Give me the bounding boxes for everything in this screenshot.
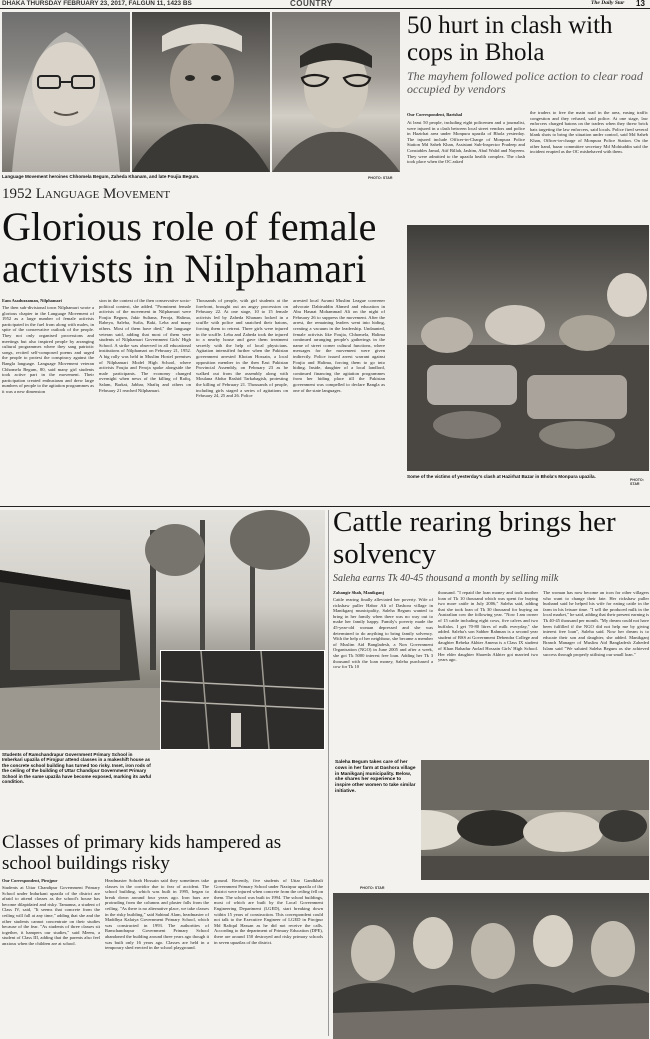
headline-classes-hampered: Classes of primary kids hampered as school buildings risky [2, 832, 282, 874]
byline-story1: Eam Asaduzzaman, Nilphamari [2, 298, 62, 303]
portrait-figure-icon [132, 12, 270, 172]
subhead-cattle-rearing: Saleha earns Tk 40-45 thousand a month by selling milk [333, 573, 559, 584]
story4-column-2: thousand. "I repaid the loan money and took another loan of Tk 10 thousand which was spent for buying two more cattle in July 2006," Saleha said, adding that she took loan of Tk 30 thousand for buying an Australian cow the following year. "Now I am owner of 15 cattle including eight cows, five calves and two buffalos. I get 70-80 litres of milk everyday," she added. Saleha's son Sabber Rahman is a second year student of BSS at Government Debendra College and daughter Rebeka Akhter Amena is a Class IX student of Khan Bahadur Awlad Hossain Girls' High School. Her elder daughter Shareda Akhter got married two years ago. [438, 590, 538, 663]
photo-caption-school: Students of Ramchandrapur Government Primary School in Imberkari upazila of Pirojpur attend classes in a makeshift house as the concrete school building has turned too risky. Inset, iron rods of the ceiling of the building of Uttar Chandipur Government Primary School in the same upazila have become exposed, marking its awful condition. [2, 752, 152, 785]
photo-caption-cattle: Saleha Begum takes care of her cows in her farm at Dashora village in Manikganj municipality. Below, she shares her experience to inspire other women to take similar initiative. [335, 760, 416, 794]
headline-female-activists: Glorious role of female activists in Nilphamari [2, 204, 377, 291]
portrait-foujia-begum [272, 12, 400, 172]
photo-credit: PHOTO: STAR [360, 886, 385, 890]
photo-caption-portraits: Language Movement heroines Chhomela Begum, Zaheda Khanam, and late Foujia Begum. [2, 174, 200, 179]
story3-column-2: Headmaster Sohrab Hossain said they sometimes take classes in the corridor due to fear of accident. The school building, which was built in 1995, began to break down around four years ago. Iron bars are protruding from the columns and plaster falls from the ceiling. "As there is no alternative place, we take classes in the risky building," said Sahinul Alam, headmaster of Maddhya Kalaiya Government Primary School, which was constructed in 1993. The authorities of Ramchandrapur Government Primary School abandoned the building around three years ago though it was built only 16 years ago. Classes are held in a temporary shed erected in the school playground. [105, 878, 209, 951]
story2-column-2: the traders to free the main road in the area, easing traffic congestion and they refused, said police. At one stage, law enforcers charged batons on the traders when they threw brick bats targeting the law enforcers, said locals. Police fired several blank shots to bring the situation under control, said Md Saheb Khan, Officer-in-charge of Monpura Police Station. On the other hand, bazar committee secretary Md Mohiuddin said the incident erupted as the OC misbehaved with them. [530, 110, 648, 155]
story3-column-3: ground. Recently, five students of Uttar Gandkhali Government Primary School under Nazirpur upazila of the district were injured when concrete from the ceiling fell on them. The school was built in 1994. The school buildings, most of which are built by the Local Government Engineering Department (LGED), start breaking down within 15 years of construction. This correspondent could not talk to the Executive Engineer of LGED in Pirojpur Md Rafiqul Hassan as he did not receive the calls. According to the department of Primary Education (DPE), there are around 150 destroyed and risky primary schools in seven upazilas of the district. [214, 878, 323, 945]
injured-people-icon [407, 225, 649, 471]
inset-caption-box [333, 760, 421, 880]
photo-bhola-victims [407, 225, 649, 471]
page-header [0, 0, 650, 9]
photo-credit: PHOTO: STAR [630, 478, 644, 486]
dateline: DHAKA THURSDAY FEBRUARY 23, 2017, FALGUN 11, 1423 BS [2, 0, 192, 7]
headline-bhola-clash: 50 hurt in clash with cops in Bhola [407, 12, 613, 66]
story2-column-1: At least 50 people, including eight policemen and a journalist, were injured in a clash between local street vendors and police in Hazirhat area under Monpura upazila of Bhola yesterday. The injured include Officer-in-Charge of Monpura Police Station Md Saheb Khan, Assistant Sub-Inspector Pradeep and Constables Jamal, Atif Billah, Jashim, Abul Walid and Nayeem. They were admitted to the upazila health complex. The clash took place when the OC asked [407, 120, 525, 165]
story4-column-1: Cattle rearing finally alleviated her poverty. Wife of rickshaw puller Habor Ali of Dashora village in Manikganj municipality, Saleha Begum wanted to bring in her family when there was no way out to make her family happy. Family's poverty made the 45-year-old woman depressed and she was determined to do anything to bring family solvency. With the help of her neighbour, she became a member of Muslim Aid Bangladesh, a Non Government Organisation (NGO) in June 2005 and after a week, she got Tk 5000 interest free loan. Adding her Tk 3 thousand with the loan money, Saleha purchased a cow for Tk 10 [333, 597, 433, 670]
byline-story2: Our Correspondent, Barishal [407, 112, 463, 117]
page-number: 13 [636, 0, 645, 8]
story1-column-1: The then sub-divisional town Nilphamari wrote a glorious chapter in the Language Movement of 1952 as a large number of female activists participated in the fuel from along with males, in spite of the conservative outlook of the people. They not only organised processions and meetings but also inspired people by arranging cultural programmes where they sang patriotic songs, recited self-composed poems and urged the people to protest the conspiracy against the Bangla language. Language Movement veteran Chhomela Begum, 80, said many girl students took active part in the movement. Their participation created enthusiasm and drew large numbers of people to the agitation programmes as it was a new dimension [2, 305, 94, 394]
subhead-bhola-clash: The mayhem followed police action to clear road occupied by vendors [407, 69, 643, 96]
story1-column-4: arrested local Awami Muslim League convener advocate Dabiruddin Ahmed and education in Abu Hasnat Mohammad Ali on the night of February 26 to suppress the movement. After the arrest, the remaining leaders went into hiding, creating a vacuum in the leadership. Undaunted, female activists like Foujia, Chhomela, Halima continued arranging people's gatherings in the name of street corner cultural functions, where messages for the movement were given indirectly. Police issued arrest warrant against Foujia and Halima, forcing them to go into hiding. Inside, daughter of a local landlord, continued financing the agitation programmes from her hiding place till the Pakistan government was compelled to declare Bangla as one of the state languages. [293, 298, 385, 393]
kicker-language-movement: 1952 Language Movement [2, 186, 171, 202]
byline-story3: Our Correspondent, Pirojpur [2, 878, 58, 883]
story3-column-1: Students at Uttar Chandipur Government Primary School under Indurkani upazila of the district are afraid to attend classes as the school's house has become dilapidated and risky. Tamanna, a student of Class IV, said, "It seems that concrete from the ceiling will fall at any time," adding that she and the other students cannot concentrate on their studies because of the fear. "As students of three classes sit together, it hampers our studies," said Meem, a student of Class III, adding that the parents also feel anxious when the children are at school. [2, 885, 100, 946]
photo-saleha-with-women [333, 893, 649, 1039]
portrait-figure-icon [2, 12, 130, 172]
column-divider [328, 510, 329, 1036]
women-group-icon [333, 893, 649, 1039]
photo-caption-bhola: Some of the victims of yesterday's clash at Hazirhat Bazar in Bhola's Monpura upazila. [407, 474, 596, 479]
photo-inset-exposed-rods [160, 650, 325, 750]
headline-cattle-rearing: Cattle rearing brings her solvency [333, 506, 616, 570]
newspaper-name: The Daily Star [591, 0, 625, 6]
portrait-chhomela-begum [2, 12, 130, 172]
story4-column-3: The woman has now become an icon for other villagers who want to change their fate. Her rickshaw puller husband said he helped his wife for eating cattle in the farm in his leisure time. "I sell the produced milk in the local market," he said, adding that their present earning is Tk 40-45 thousand per month. "My dream could not have been fulfilled if the NGO did not help me by giving interest free loan", Saleha said. Now her dream is to educate their son and daughter, she added. Manikganj Branch Manager of Muslim Aid Bangladesh Zaheded Islam said "We saluted Saleha Begum as she achieved success through properly utilising our small loan." [543, 590, 649, 657]
byline-story4: Zahangir Shah, Manikganj [333, 590, 385, 595]
portrait-figure-icon [272, 12, 400, 172]
portrait-zaheda-khanam [132, 12, 270, 172]
photo-credit: PHOTO: STAR [368, 176, 393, 180]
ceiling-rods-icon [161, 651, 324, 749]
story1-column-2: sion in the context of the then conservative socio-political context, she added. "Prominent female activists of the movement in Nilphamari were Foujia Begum, Jakir Sultana, Feroja, Halima, Rabeya, Saleha, Sufia, Baki, Leba and many others. Most of them have died," the language veteran said, adding that most of them were students of Nilphamari Government Girls' High School. A strike was observed in all educational institutions of Nilphamari on February 21, 1952. A big rally was held in Muslim Hostel premises of Nilphamari Model High School, where activists Foujia and Feroja spoke alongside the male participants. The economy changed overnight when news of the killing of Rafiq, Salam, Barkat, Jabbar, Shafiq and others on February 21 reached Nilphamari. [99, 298, 191, 393]
section-name: COUNTRY [290, 0, 333, 8]
story1-column-3: Thousands of people, with girl students at the forefront, brought out an angry procession on February 22. At one stage, 10 to 15 female activists led by Zaheda Khanam locked in a scuffle with police and snatched their batons, forcing them to retreat. Three girls were injured in the scuffle. Leba and Zaheda took the injured to a nearby house and gave them treatment secretly with the help of local physicians. Agitation intensified further when the Pakistan government arrested Khotan Hossain, a local opposition member in the then East Pakistan Provincial Assembly, on February 23 as he walked out from the assembly along with Moulana Abdur Rashid Tarkabagish, protesting the killing of February 21. Thousands of people, including girls staged a series of agitations on February 24, 25 and 26. Police [196, 298, 288, 399]
